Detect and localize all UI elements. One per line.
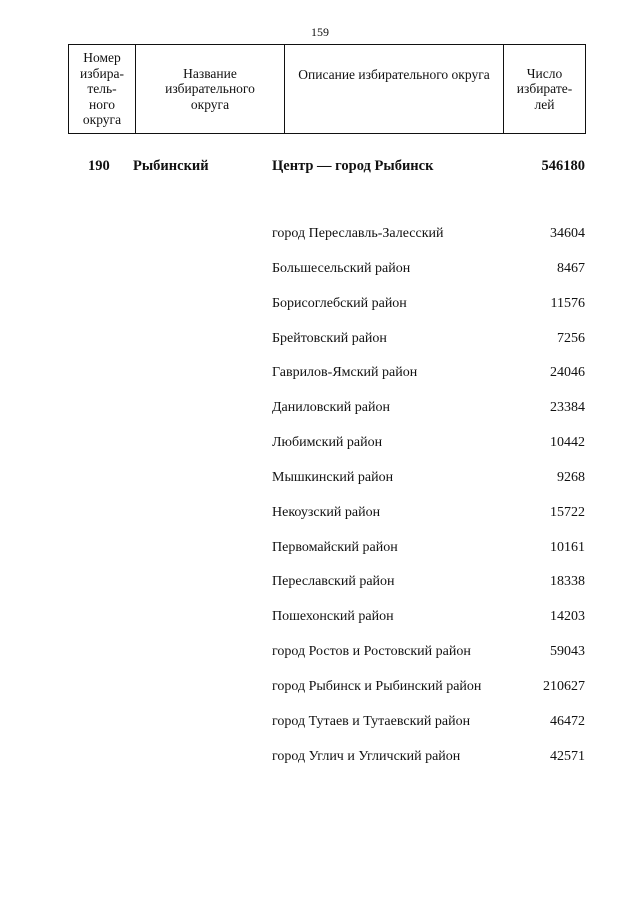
header-line: Число <box>526 65 563 81</box>
district-number: 190 <box>88 158 110 174</box>
subdivision-row <box>0 470 640 505</box>
subdivision-name: Гаврилов-Ямский район <box>272 365 418 381</box>
subdivision-name: Брейтовский район <box>272 330 387 346</box>
subdivision-voters: 59043 <box>550 644 585 660</box>
header-line: ного <box>89 96 115 112</box>
subdivision-voters: 7256 <box>557 330 585 346</box>
header-line: лей <box>534 96 555 112</box>
subdivision-row <box>0 261 640 296</box>
district-center: Центр — город Рыбинск <box>272 158 434 174</box>
subdivision-row <box>0 435 640 470</box>
subdivision-voters: 15722 <box>550 504 585 520</box>
district-row <box>0 158 640 178</box>
subdivision-list <box>0 226 640 784</box>
header-line: избира- <box>80 65 124 81</box>
district-name: Рыбинский <box>133 158 209 174</box>
header-district-number <box>69 45 136 134</box>
subdivision-row <box>0 609 640 644</box>
subdivision-row <box>0 400 640 435</box>
subdivision-voters: 46472 <box>550 713 585 729</box>
header-voter-count <box>504 45 586 134</box>
header-district-description <box>285 45 504 134</box>
subdivision-voters: 210627 <box>543 678 585 694</box>
subdivision-voters: 23384 <box>550 400 585 416</box>
subdivision-name: Даниловский район <box>272 400 390 416</box>
district-voter-total: 546180 <box>541 158 585 174</box>
table-header <box>68 44 586 134</box>
subdivision-name: Некоузский район <box>272 504 381 520</box>
subdivision-name: Любимский район <box>272 435 383 451</box>
subdivision-row <box>0 365 640 400</box>
subdivision-voters: 9268 <box>557 469 585 485</box>
subdivision-voters: 24046 <box>550 365 585 381</box>
subdivision-row <box>0 226 640 261</box>
subdivision-name: город Ростов и Ростовский район <box>272 644 471 660</box>
subdivision-name: город Рыбинск и Рыбинский район <box>272 678 482 694</box>
subdivision-name: Борисоглебский район <box>272 295 407 311</box>
subdivision-row <box>0 540 640 575</box>
header-line: тель- <box>87 81 117 97</box>
subdivision-name: Пошехонский район <box>272 609 394 625</box>
subdivision-name: Переславский район <box>272 574 395 590</box>
subdivision-voters: 14203 <box>550 609 585 625</box>
subdivision-voters: 8467 <box>557 260 585 276</box>
header-line: избирательного <box>165 81 255 97</box>
subdivision-voters: 11576 <box>550 295 585 311</box>
subdivision-voters: 10161 <box>550 539 585 555</box>
subdivision-name: Первомайский район <box>272 539 398 555</box>
header-line: Название <box>183 65 237 81</box>
subdivision-row <box>0 749 640 784</box>
subdivision-row <box>0 644 640 679</box>
subdivision-voters: 42571 <box>550 748 585 764</box>
subdivision-name: город Тутаев и Тутаевский район <box>272 713 471 729</box>
page-number: 159 <box>311 25 329 39</box>
subdivision-voters: 18338 <box>550 574 585 590</box>
subdivision-row <box>0 574 640 609</box>
subdivision-voters: 34604 <box>550 226 585 241</box>
subdivision-row <box>0 679 640 714</box>
subdivision-row <box>0 296 640 331</box>
subdivision-name: город Переславль-Залесский <box>272 226 444 241</box>
subdivision-name: Большесельский район <box>272 260 411 276</box>
header-line: Описание избирательного округа <box>298 67 490 82</box>
subdivision-row <box>0 714 640 749</box>
subdivision-name: Мышкинский район <box>272 469 394 485</box>
subdivision-name: город Углич и Угличский район <box>272 748 461 764</box>
subdivision-row <box>0 505 640 540</box>
subdivision-row <box>0 331 640 366</box>
header-line: Номер <box>83 50 121 66</box>
header-line: округа <box>82 112 122 128</box>
header-line: избирате- <box>516 81 573 97</box>
subdivision-voters: 10442 <box>550 435 585 451</box>
header-line: округа <box>190 96 230 112</box>
header-district-name <box>136 45 285 134</box>
